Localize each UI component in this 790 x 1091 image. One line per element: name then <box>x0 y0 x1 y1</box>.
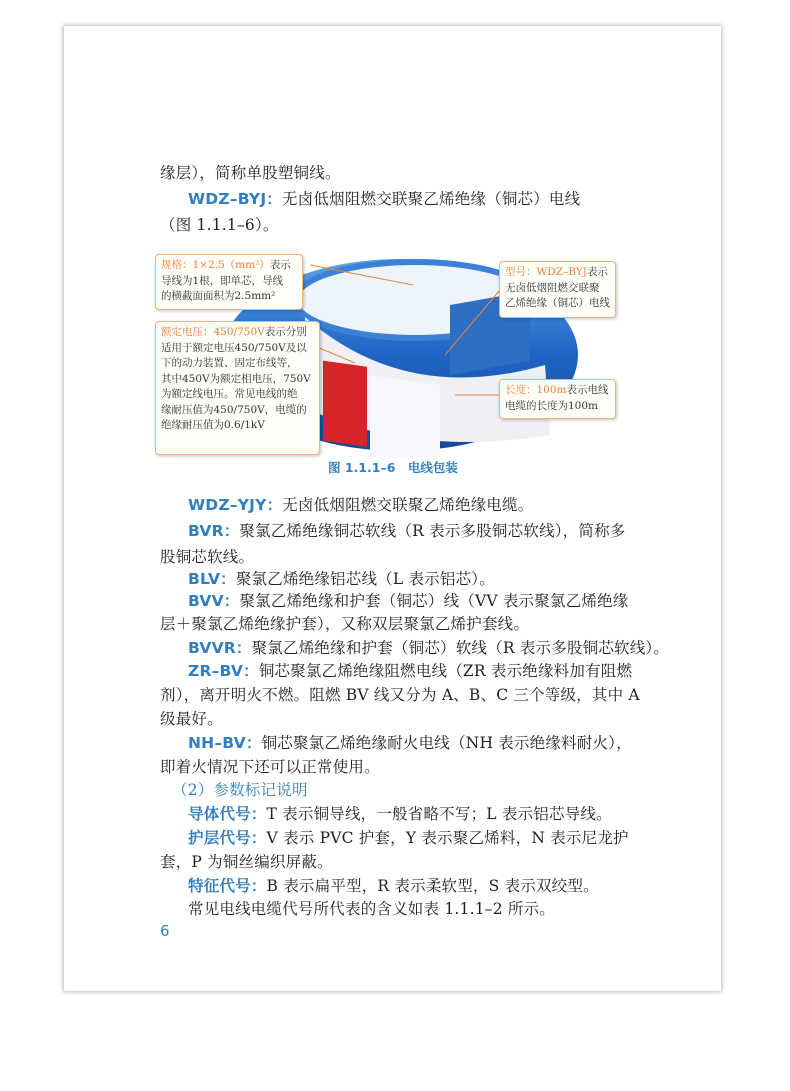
body-line: 套，P 为铜丝编织屏蔽。 <box>160 853 333 871</box>
body-line: WDZ–BYJ：无卤低烟阻燃交联聚乙烯绝缘（铜芯）电线 <box>188 190 581 208</box>
body-line: 剂），离开明火不燃。阻燃 BV 线又分为 A、B、C 三个等级，其中 A <box>160 686 640 704</box>
callout-spec: 规格：1×2.5（mm²）表示 导线为1根，即单芯，导线 的横截面面积为2.5mm² <box>155 254 303 310</box>
section-heading: （2）参数标记说明 <box>172 781 308 799</box>
body-line: 护层代号：V 表示 PVC 护套，Y 表示聚乙烯料，N 表示尼龙护 <box>188 828 629 847</box>
param-label: 护层代号： <box>188 828 267 847</box>
callout-voltage: 额定电压：450/750V表示分别 适用于额定电压450/750V及以 下的动力装置、固定布线等， 其中450V为额定相电压，750V 为额定线电压。常见电线的绝 缘耐压值为450/750V，电缆的 绝缘耐压值为0.6/1kV <box>155 321 320 455</box>
body-line: NH–BV：铜芯聚氯乙烯绝缘耐火电线（NH 表示绝缘料耐火）， <box>188 734 632 752</box>
body-line: 即着火情况下还可以正常使用。 <box>160 758 380 776</box>
term-label: BVV： <box>188 592 240 610</box>
body-line: 导体代号：T 表示铜导线，一般省略不写；L 表示铝芯导线。 <box>188 804 612 823</box>
body-line: WDZ–YJY：无卤低烟阻燃交联聚乙烯绝缘电缆。 <box>188 496 534 514</box>
callout-model: 型号：WDZ–BYJ表示 无卤低烟阻燃交联聚 乙烯绝缘（铜芯）电线 <box>499 261 616 318</box>
term-label: WDZ–BYJ： <box>188 190 283 208</box>
body-line: BVVR：聚氯乙烯绝缘和护套（铜芯）软线（R 表示多股铜芯软线）。 <box>188 639 670 657</box>
callout-length: 长度：100m表示电线 电缆的长度为100m <box>499 379 616 419</box>
cable-figure <box>155 245 616 457</box>
body-line: BVR：聚氯乙烯绝缘铜芯软线（R 表示多股铜芯软线），简称多 <box>188 522 626 540</box>
body-line: 层＋聚氯乙烯绝缘护套），又称双层聚氯乙烯护套线。 <box>160 615 530 633</box>
param-label: 导体代号： <box>188 804 267 823</box>
term-label: ZR–BV： <box>188 662 259 680</box>
body-line: 股铜芯软线。 <box>160 548 255 566</box>
body-line: ZR–BV：铜芯聚氯乙烯绝缘阻燃电线（ZR 表示绝缘料加有阻燃 <box>188 662 633 680</box>
figure-caption: 图 1.1.1–6 电线包装 <box>328 460 458 475</box>
body-line: BLV：聚氯乙烯绝缘铝芯线（L 表示铝芯）。 <box>188 570 495 588</box>
param-label: 特征代号： <box>188 876 267 895</box>
body-line: 级最好。 <box>160 710 223 728</box>
body-line: 特征代号：B 表示扁平型，R 表示柔软型，S 表示双绞型。 <box>188 876 599 895</box>
page-number: 6 <box>160 922 170 940</box>
term-label: NH–BV： <box>188 734 262 752</box>
term-label: BLV： <box>188 570 236 588</box>
term-label: WDZ–YJY： <box>188 496 283 514</box>
term-label: BVVR： <box>188 639 252 657</box>
body-line: 常见电线电缆代号所代表的含义如表 1.1.1–2 所示。 <box>188 900 556 918</box>
body-line: BVV：聚氯乙烯绝缘和护套（铜芯）线（VV 表示聚氯乙烯绝缘 <box>188 592 629 610</box>
term-label: BVR： <box>188 522 240 540</box>
body-line: 缘层），简称单股塑铜线。 <box>160 164 341 182</box>
body-line: （图 1.1.1–6）。 <box>160 216 279 234</box>
